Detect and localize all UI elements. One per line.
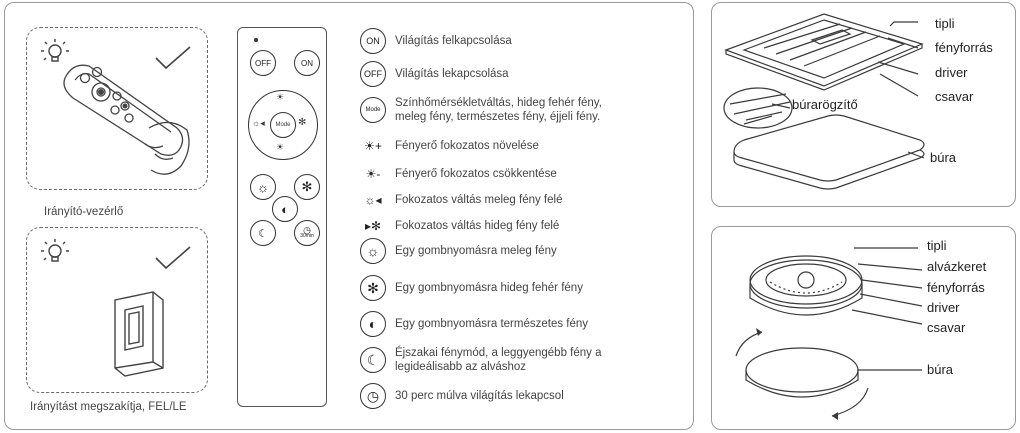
mode-icon: Mode bbox=[360, 97, 386, 123]
label-bura: búra bbox=[930, 150, 957, 165]
wall-switch-illustration bbox=[109, 288, 169, 378]
legend-text: Fényerő fokozatos növelése bbox=[395, 140, 539, 152]
brightness-down-icon: ☀- bbox=[365, 167, 381, 181]
label-fenyforras: fényforrás bbox=[935, 40, 993, 55]
label-driver: driver bbox=[935, 65, 968, 80]
label-csavar: csavar bbox=[935, 89, 974, 104]
remote-brightness-down-button[interactable]: ☀ bbox=[276, 142, 285, 152]
legend-row bbox=[360, 133, 539, 159]
remote-cold-light-button[interactable]: ✻ bbox=[294, 174, 320, 200]
natural-light-icon: ◐ bbox=[360, 311, 386, 337]
label-alvazkeret: alvázkeret bbox=[927, 259, 987, 274]
checkmark-icon bbox=[153, 244, 193, 272]
label-burarogzito: búrarögzítő bbox=[792, 97, 858, 112]
remote-natural-light-button[interactable]: ◐ bbox=[272, 196, 298, 222]
legend-row bbox=[360, 28, 512, 54]
legend-text: Egy gombnyomásra meleg fény bbox=[395, 245, 557, 257]
legend-text: Színhőmérsékletváltás, hideg fehér fény, meleg fény, természetes fény, éjjeli fény. bbox=[395, 97, 602, 123]
remote-warm-step-button[interactable]: ☼◂ bbox=[252, 118, 265, 128]
ir-led-dot bbox=[254, 38, 258, 42]
on-icon: ON bbox=[360, 28, 386, 54]
remote-cold-step-button[interactable]: ✻ bbox=[298, 117, 307, 128]
timer-icon: ◷ bbox=[360, 383, 386, 409]
remote-mode-button[interactable]: Mode bbox=[270, 112, 296, 138]
legend-text: Egy gombnyomásra természetes fény bbox=[395, 318, 589, 330]
legend-row bbox=[360, 383, 564, 409]
cold-light-icon: ✻ bbox=[360, 275, 386, 301]
cold-step-icon: ▸✻ bbox=[364, 219, 382, 233]
legend-text: Éjszakai fénymód, a leggyengébb fény a legideálisabb az alváshoz bbox=[395, 347, 602, 373]
label-csavar: csavar bbox=[927, 320, 966, 335]
remote-off-button[interactable]: OFF bbox=[250, 50, 276, 76]
legend-row bbox=[360, 213, 559, 239]
remote-on-button[interactable]: ON bbox=[294, 50, 320, 76]
label-tipli: tipli bbox=[927, 238, 947, 253]
switch-caption: Irányítást megszakítja, FEL/LE bbox=[30, 401, 187, 413]
legend-text: Világítás lekapcsolása bbox=[395, 68, 509, 80]
legend-row bbox=[360, 161, 557, 187]
warm-step-icon: ☼◂ bbox=[364, 193, 382, 207]
remote-warm-light-button[interactable]: ☼ bbox=[250, 174, 276, 200]
off-icon: OFF bbox=[360, 61, 386, 87]
legend-text: 30 perc múlva világítás lekapcsol bbox=[395, 390, 564, 402]
legend-row bbox=[360, 96, 602, 124]
legend-row bbox=[360, 346, 602, 374]
label-driver: driver bbox=[927, 300, 960, 315]
remote-brightness-up-button[interactable]: ☀ bbox=[276, 92, 285, 102]
label-tipli: tipli bbox=[935, 16, 955, 31]
legend-text: Egy gombnyomásra hideg fehér fény bbox=[395, 282, 583, 294]
remote-option-box bbox=[26, 27, 208, 190]
legend-row bbox=[360, 311, 588, 337]
legend-text: Fokozatos váltás hideg fény felé bbox=[395, 220, 560, 232]
remote-hand-illustration bbox=[59, 58, 194, 188]
remote-timer-button[interactable]: ◷ 30min bbox=[294, 220, 320, 246]
legend-row bbox=[360, 61, 509, 87]
lamp-bulb-icon bbox=[37, 236, 71, 270]
remote-caption: Irányító-vezérlő bbox=[44, 206, 124, 218]
switch-option-box bbox=[26, 227, 208, 393]
brightness-up-icon: ☀+ bbox=[364, 139, 382, 153]
label-bura: búra bbox=[927, 362, 954, 377]
legend-row bbox=[360, 275, 583, 301]
legend-row bbox=[360, 238, 557, 264]
night-mode-icon: ☾ bbox=[360, 347, 386, 373]
legend-row bbox=[360, 187, 562, 213]
legend-text: Fokozatos váltás meleg fény felé bbox=[395, 194, 563, 206]
legend-text: Fényerő fokozatos csökkentése bbox=[395, 168, 557, 180]
round-lamp-diagram bbox=[712, 228, 942, 428]
remote-control bbox=[237, 27, 327, 407]
remote-night-button[interactable]: ☾ bbox=[250, 220, 276, 246]
legend-text: Világítás felkapcsolása bbox=[395, 35, 512, 47]
label-fenyforras: fényforrás bbox=[927, 280, 985, 295]
warm-light-icon: ☼ bbox=[360, 238, 386, 264]
